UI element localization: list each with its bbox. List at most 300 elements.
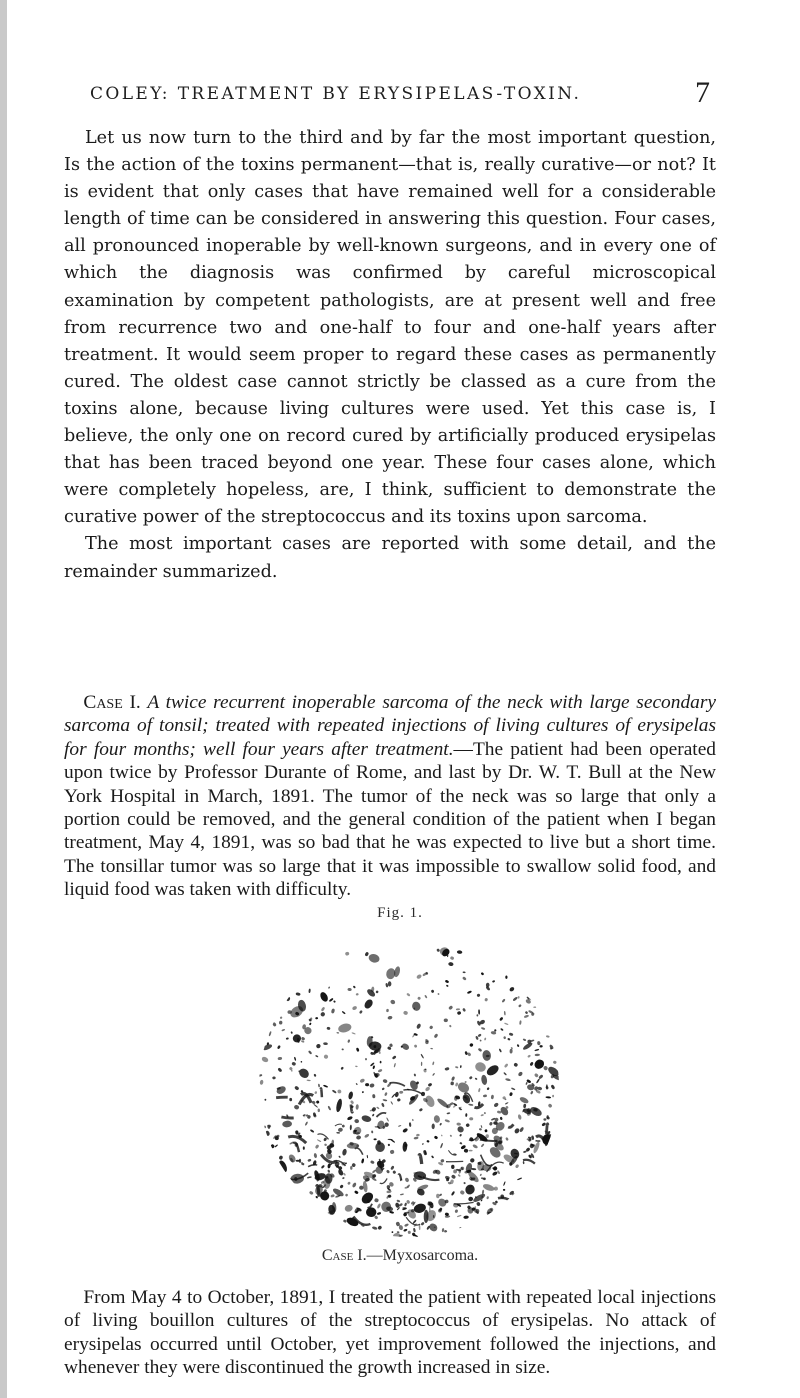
stain-speck — [456, 1008, 460, 1010]
stain-strand — [547, 1124, 548, 1134]
stain-speck — [354, 1119, 359, 1124]
stain-speck — [314, 1091, 317, 1094]
stain-speck — [336, 1132, 340, 1134]
stain-speck — [369, 1083, 375, 1088]
stain-speck — [414, 1136, 419, 1139]
stain-speck — [400, 1193, 404, 1195]
stain-speck — [422, 1143, 424, 1145]
stain-speck — [533, 1006, 537, 1007]
stain-speck — [429, 1025, 434, 1030]
stain-speck — [431, 1155, 434, 1158]
stain-speck — [523, 1104, 526, 1109]
stain-speck — [478, 1048, 483, 1053]
stain-speck — [356, 1047, 360, 1052]
stain-speck — [484, 1129, 487, 1132]
stain-speck — [274, 1144, 278, 1148]
stain-speck — [497, 1170, 501, 1174]
stain-speck — [524, 1014, 530, 1018]
stain-speck — [501, 998, 505, 1002]
stain-speck — [451, 1076, 455, 1081]
stain-speck — [463, 1148, 468, 1153]
stain-speck — [509, 1049, 512, 1054]
stain-speck — [390, 999, 396, 1005]
stain-speck — [409, 1122, 412, 1127]
stain-speck — [372, 1094, 375, 1099]
stain-speck — [451, 1165, 454, 1169]
stain-speck — [372, 1113, 375, 1116]
stain-speck — [456, 1125, 465, 1134]
running-title: COLEY: TREATMENT BY ERYSIPELAS-TOXIN. — [90, 84, 582, 104]
stain-speck — [301, 1040, 305, 1043]
stain-speck — [408, 1231, 411, 1235]
stain-speck — [324, 1143, 327, 1146]
stain-speck — [364, 1133, 370, 1138]
stain-speck — [530, 1090, 534, 1094]
stain-speck — [279, 1155, 284, 1160]
stain-speck — [315, 1017, 318, 1019]
stain-speck — [481, 1074, 488, 1085]
stain-speck — [517, 1177, 522, 1180]
stain-speck — [397, 1231, 400, 1233]
stain-speck — [372, 1065, 375, 1069]
stain-speck — [337, 1089, 342, 1094]
stain-speck — [546, 1035, 550, 1038]
stain-speck — [343, 1172, 346, 1176]
stain-speck — [457, 950, 463, 954]
stain-speck — [505, 975, 507, 978]
stain-speck — [514, 1127, 521, 1134]
stain-speck — [437, 1197, 448, 1208]
stain-speck — [345, 951, 350, 956]
stain-speck — [355, 1083, 357, 1086]
stain-strand — [380, 1178, 387, 1183]
stain-speck — [287, 1153, 296, 1163]
stain-speck — [538, 1074, 544, 1079]
stain-speck — [406, 993, 410, 997]
stain-speck — [363, 998, 375, 1010]
stain-speck — [503, 1072, 507, 1076]
stain-speck — [481, 1027, 486, 1030]
stain-speck — [543, 1065, 549, 1071]
closing-paragraph — [64, 1286, 716, 1380]
stain-speck — [434, 1135, 439, 1139]
stain-speck — [399, 1091, 403, 1094]
stain-strand — [307, 1177, 311, 1178]
stain-speck — [429, 1207, 430, 1212]
stain-speck — [515, 1164, 520, 1169]
stain-speck — [386, 1169, 390, 1173]
stain-strand — [368, 1204, 373, 1208]
stain-speck — [421, 1062, 422, 1066]
stain-speck — [377, 1225, 382, 1230]
stain-speck — [356, 1135, 361, 1140]
stain-speck — [446, 984, 449, 987]
stain-speck — [449, 1025, 452, 1028]
stain-strand — [309, 1220, 316, 1227]
stain-speck — [316, 1100, 320, 1104]
stain-speck — [432, 1123, 435, 1129]
stain-speck — [408, 1093, 420, 1106]
stain-speck — [499, 1017, 504, 1022]
stain-speck — [445, 979, 450, 983]
stain-speck — [477, 1033, 481, 1037]
stain-speck — [339, 1184, 344, 1189]
stain-strand — [351, 1105, 353, 1113]
stain-speck — [445, 1175, 451, 1180]
stain-speck — [509, 1092, 513, 1096]
stain-speck — [478, 1088, 481, 1093]
caption-text: —Myxosarcoma. — [366, 1247, 479, 1264]
stain-strand — [294, 1143, 300, 1152]
stain-speck — [503, 1036, 506, 1039]
stain-speck — [361, 1114, 372, 1123]
stain-speck — [484, 1112, 487, 1115]
stain-speck — [420, 1222, 424, 1226]
stain-speck — [465, 1113, 467, 1117]
stain-speck — [265, 1130, 271, 1136]
stain-speck — [434, 1033, 439, 1038]
stain-speck — [444, 1067, 449, 1071]
stain-speck — [294, 1104, 300, 1109]
figure-label: Fig. 1. — [377, 905, 423, 921]
stain-speck — [426, 1140, 429, 1143]
stain-speck — [391, 1093, 395, 1098]
stain-speck — [326, 1027, 330, 1031]
stain-speck — [494, 1029, 496, 1032]
stain-speck — [352, 1005, 358, 1010]
stain-speck — [467, 1170, 481, 1184]
stain-speck — [390, 1165, 395, 1170]
stain-speck — [476, 993, 480, 997]
stain-speck — [428, 1222, 439, 1233]
stain-speck — [338, 1127, 343, 1132]
stain-speck — [481, 1143, 485, 1147]
stain-speck — [370, 1160, 375, 1164]
stain-speck — [327, 1106, 331, 1111]
stain-speck — [548, 1103, 553, 1108]
stain-speck — [307, 1079, 311, 1081]
stain-speck — [462, 976, 467, 981]
stain-speck — [350, 1166, 353, 1170]
stain-speck — [505, 1137, 509, 1141]
stain-speck — [355, 1104, 358, 1110]
stain-speck — [457, 1174, 460, 1177]
stain-speck — [436, 1194, 439, 1198]
stain-speck — [378, 1069, 383, 1073]
stain-speck — [268, 1031, 271, 1037]
stain-speck — [307, 1158, 311, 1162]
stain-strand — [321, 1088, 322, 1097]
stain-speck — [512, 996, 518, 1001]
stain-speck — [416, 1134, 420, 1137]
stain-speck — [270, 1144, 275, 1149]
stain-speck — [277, 1057, 282, 1061]
stain-speck — [543, 1118, 546, 1120]
stain-speck — [378, 1048, 381, 1051]
stain-speck — [372, 1226, 378, 1230]
stain-speck — [482, 1190, 485, 1195]
stain-speck — [479, 1039, 481, 1041]
stain-speck — [279, 1016, 282, 1019]
stain-speck — [344, 1204, 354, 1213]
stain-speck — [341, 1048, 343, 1050]
stain-speck — [377, 1212, 382, 1216]
stain-speck — [384, 1092, 388, 1096]
stain-speck — [402, 1128, 408, 1134]
stain-speck — [318, 1108, 320, 1112]
stain-speck — [518, 1004, 522, 1008]
stain-speck — [480, 1125, 482, 1128]
stain-speck — [461, 1167, 465, 1170]
stain-speck — [290, 1031, 293, 1034]
stain-speck — [504, 1063, 509, 1068]
case-report — [64, 691, 716, 902]
stain-speck — [462, 1008, 466, 1012]
stain-speck — [331, 1008, 335, 1013]
stain-speck — [338, 1155, 341, 1158]
stain-speck — [289, 1067, 293, 1071]
stain-speck — [420, 1054, 424, 1059]
stain-speck — [436, 948, 440, 952]
stain-speck — [500, 1028, 504, 1031]
stain-speck — [469, 1117, 473, 1120]
stain-strand — [488, 1213, 496, 1217]
stain-speck — [320, 1011, 326, 1017]
stain-speck — [289, 1098, 292, 1102]
stain-speck — [513, 1062, 518, 1067]
body-text — [64, 125, 716, 586]
stain-speck — [350, 1125, 352, 1131]
stain-speck — [529, 1105, 543, 1118]
stain-speck — [476, 1202, 481, 1207]
stain-speck — [381, 1202, 391, 1212]
stain-strand — [355, 1148, 363, 1155]
stain-speck — [390, 1101, 393, 1105]
stain-speck — [387, 1143, 390, 1146]
stain-speck — [354, 1190, 359, 1194]
stain-speck — [419, 1225, 421, 1230]
stain-speck — [477, 1014, 479, 1016]
stain-speck — [343, 1219, 347, 1223]
stain-speck — [376, 990, 379, 993]
stain-speck — [402, 1141, 407, 1151]
stain-speck — [323, 1042, 328, 1045]
stain-speck — [315, 1043, 321, 1049]
stain-speck — [444, 1230, 448, 1234]
stain-speck — [347, 1181, 351, 1185]
stain-speck — [386, 1117, 389, 1121]
stain-speck — [311, 1100, 315, 1104]
stain-speck — [441, 1134, 443, 1136]
stain-speck — [545, 1096, 551, 1098]
stain-speck — [335, 1098, 343, 1112]
stain-speck — [482, 1183, 495, 1193]
stain-speck — [412, 1119, 414, 1122]
stain-speck — [459, 1134, 462, 1137]
stain-speck — [553, 1060, 557, 1064]
stain-speck — [368, 953, 381, 964]
stain-speck — [535, 1054, 540, 1057]
stain-speck — [387, 1015, 392, 1019]
stain-speck — [404, 1202, 407, 1206]
stain-strand — [335, 1124, 342, 1126]
stain-speck — [457, 1011, 462, 1016]
stain-speck — [517, 1044, 520, 1047]
stain-speck — [493, 1102, 499, 1108]
stain-speck — [523, 1161, 525, 1164]
stain-speck — [472, 1192, 486, 1203]
stain-speck — [413, 1228, 416, 1233]
stain-speck — [531, 1135, 534, 1140]
stain-speck — [462, 971, 465, 973]
stain-speck — [507, 1038, 511, 1041]
stain-speck — [315, 1055, 319, 1058]
stain-speck — [494, 1186, 499, 1191]
stain-speck — [297, 1067, 310, 1080]
stain-speck — [483, 1094, 487, 1097]
stain-speck — [345, 1193, 348, 1196]
stain-speck — [517, 1071, 523, 1077]
stain-speck — [324, 1054, 329, 1059]
paragraph-summary: The most important cases are reported with some detail, and the remainder summarized. — [64, 534, 716, 582]
stain-speck — [382, 1079, 387, 1084]
stain-speck — [321, 1006, 326, 1011]
stain-speck — [348, 1091, 354, 1100]
stain-speck — [463, 1182, 466, 1185]
stain-speck — [310, 1129, 315, 1133]
stain-speck — [279, 1021, 283, 1025]
stain-speck — [295, 992, 300, 996]
stain-speck — [451, 1191, 455, 1196]
stain-speck — [450, 956, 455, 960]
stain-speck — [258, 1074, 263, 1077]
stain-speck — [449, 1134, 452, 1137]
running-head — [64, 76, 710, 112]
stain-speck — [433, 1115, 440, 1124]
stain-speck — [294, 1057, 297, 1061]
stain-speck — [459, 1227, 461, 1229]
stain-speck — [425, 1086, 431, 1092]
stain-speck — [388, 981, 392, 986]
stain-speck — [376, 1106, 380, 1109]
stain-speck — [359, 1078, 365, 1084]
stain-speck — [332, 1089, 337, 1093]
stain-speck — [313, 1104, 318, 1108]
stain-strand — [281, 1117, 293, 1118]
stain-speck — [475, 1077, 478, 1080]
stain-speck — [448, 962, 454, 967]
stain-speck — [430, 1048, 433, 1050]
stain-speck — [486, 1087, 489, 1091]
stain-speck — [539, 1045, 542, 1048]
stain-speck — [469, 1157, 475, 1163]
stain-speck — [503, 1181, 506, 1186]
stain-speck — [272, 1076, 276, 1080]
stain-speck — [308, 1050, 312, 1055]
stain-speck — [286, 1037, 289, 1040]
stain-speck — [364, 951, 369, 956]
stain-speck — [370, 1052, 374, 1056]
stain-speck — [439, 1123, 442, 1126]
stain-speck — [463, 1215, 469, 1219]
stain-speck — [319, 991, 330, 1003]
stain-speck — [366, 988, 377, 998]
stain-speck — [440, 1143, 444, 1149]
stain-speck — [486, 1196, 489, 1199]
stain-speck — [465, 1123, 470, 1128]
stain-strand — [521, 1202, 523, 1204]
stain-speck — [439, 947, 450, 957]
stain-speck — [401, 1042, 411, 1051]
stain-speck — [479, 1173, 482, 1176]
stain-speck — [448, 1005, 453, 1010]
stain-speck — [480, 972, 484, 976]
stain-speck — [342, 1011, 346, 1015]
stain-speck — [355, 1066, 358, 1068]
stain-speck — [380, 1061, 382, 1064]
stain-speck — [393, 1233, 401, 1238]
stain-speck — [485, 1063, 500, 1077]
stain-speck — [386, 1009, 389, 1012]
stain-speck — [309, 1022, 312, 1025]
case-text: —The patient had been operated upon twice by Professor Durante of Rome, and last by Dr. W. T. Bull at the New York Hospital in March, 1891. The tumor of the neck was so large that only a portion could be removed, and the general condition of the patient when I began treatment, May 4, 1891, was so bad that he was expected to live but a short time. The tonsillar tumor was so large that it was impossible to swallow solid food, and liquid food was taken with difficulty. — [64, 738, 716, 901]
stain-speck — [451, 1174, 456, 1179]
stain-speck — [292, 1033, 302, 1043]
stain-speck — [442, 1228, 445, 1232]
stain-strand — [318, 1134, 329, 1139]
stain-speck — [362, 1091, 365, 1094]
stain-strand — [288, 1136, 306, 1143]
stain-speck — [527, 1054, 531, 1058]
stain-speck — [275, 1085, 287, 1096]
stain-speck — [469, 1150, 473, 1152]
stain-speck — [467, 990, 472, 994]
stain-speck — [455, 1209, 459, 1213]
stain-speck — [303, 1146, 305, 1149]
stain-speck — [395, 1202, 400, 1208]
stain-speck — [537, 1086, 542, 1090]
stain-strand — [295, 1190, 300, 1196]
stain-speck — [398, 1125, 402, 1128]
stain-speck — [329, 998, 334, 1002]
case-title: A twice recurrent inoperable sarcoma of the neck with large secondary sarcoma of tonsil; treated with repeated injections of living cultures of erysipelas for four months; well four years after treatment. — [64, 692, 716, 760]
stain-speck — [469, 1043, 474, 1048]
stain-speck — [491, 1095, 494, 1100]
stain-strand — [419, 1155, 422, 1164]
stain-speck — [478, 1009, 480, 1014]
stain-speck — [457, 1214, 462, 1217]
stain-speck — [309, 1191, 314, 1196]
stain-strand — [317, 1186, 320, 1197]
stain-speck — [445, 1215, 451, 1218]
figure-caption — [0, 1247, 800, 1265]
stain-speck — [340, 1066, 344, 1070]
stain-speck — [381, 1103, 385, 1108]
stain-speck — [525, 1082, 528, 1085]
stain-speck — [456, 1080, 471, 1094]
stain-speck — [468, 1104, 473, 1107]
stain-speck — [403, 1010, 408, 1015]
stain-speck — [396, 1199, 400, 1202]
stain-speck — [519, 1127, 524, 1133]
stain-speck — [291, 1061, 296, 1066]
stain-speck — [525, 1011, 529, 1015]
stain-speck — [391, 1231, 393, 1233]
stain-speck — [424, 995, 427, 999]
stain-speck — [385, 967, 396, 980]
stain-speck — [347, 988, 352, 992]
stain-speck — [414, 1073, 417, 1076]
